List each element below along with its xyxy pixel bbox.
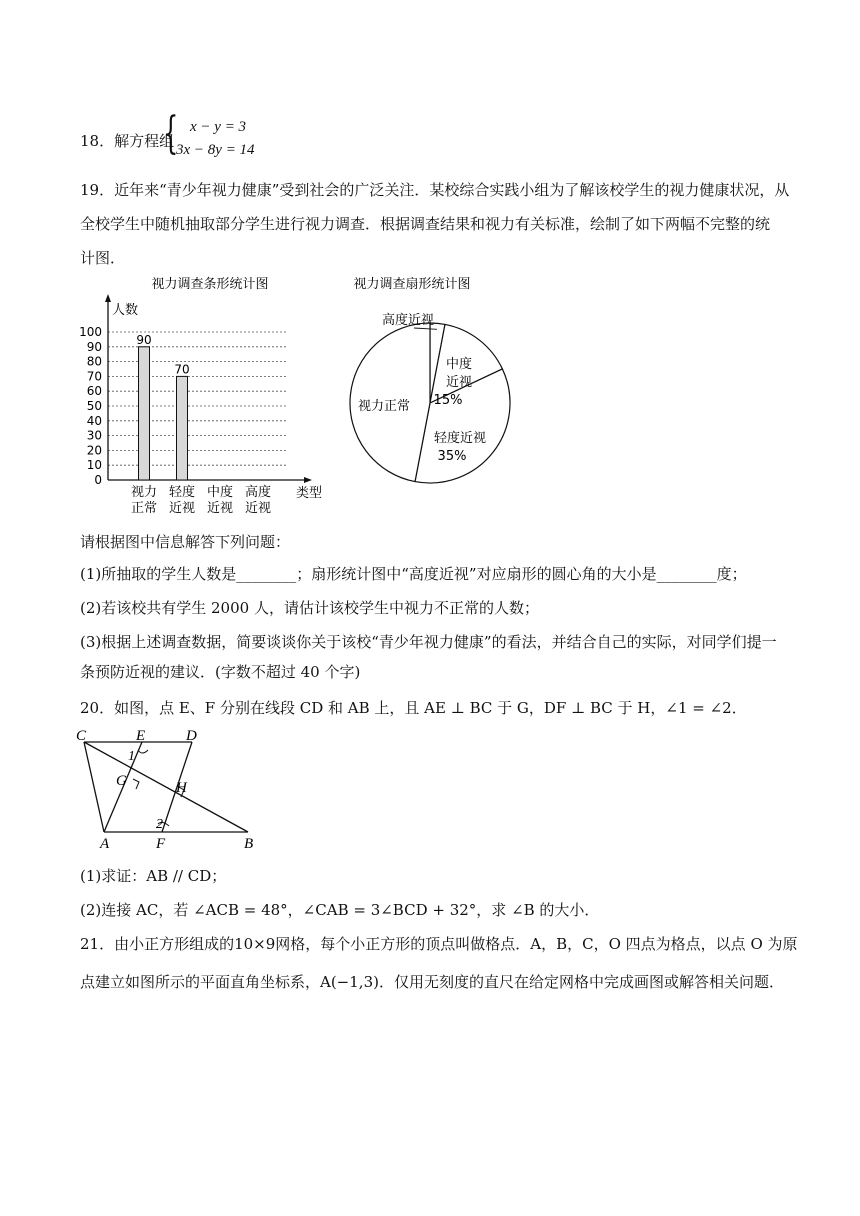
y-tick-0: 0 <box>94 473 102 487</box>
y-tick-70: 70 <box>86 369 102 384</box>
angle-1-arc <box>138 750 148 753</box>
segment-ca <box>84 742 104 832</box>
q18-label: 18．解方程组 <box>80 132 175 150</box>
q20-statement: 20．如图，点 E、F 分别在线段 CD 和 AB 上，且 AE ⊥ BC 于 G，DF ⊥ BC 于 H，∠1 = ∠2． <box>80 699 747 717</box>
pie-label-1-a: 中度 <box>445 357 473 372</box>
q19-line-2: 全校学生中随机抽取部分学生进行视力调查．根据调查结果和视力有关标准，绘制了如下两幅不完整的统 <box>80 215 771 233</box>
pie-chart <box>340 270 520 500</box>
geometry-figure <box>76 728 266 854</box>
category-label-2-a: 中度 <box>206 485 234 500</box>
q19-part-2: (2)若该校共有学生 2000 人，请估计该校学生中视力不正常的人数； <box>80 599 539 617</box>
q20-part-2: (2)连接 AC，若 ∠ACB = 48°，∠CAB = 3∠BCD + 32°，求 ∠B 的大小． <box>80 901 600 919</box>
bar-chart <box>76 270 346 520</box>
category-label-1-b: 近视 <box>168 501 196 516</box>
y-tick-40: 40 <box>86 413 102 428</box>
angle-1-label: 1 <box>128 749 135 764</box>
right-angle-g <box>133 779 139 789</box>
pie-chart-title: 视力调查扇形统计图 <box>353 277 471 292</box>
pie-label-2-b: 35% <box>437 449 467 464</box>
y-tick-90: 90 <box>86 339 102 354</box>
bar-chart-title: 视力调查条形统计图 <box>151 277 269 292</box>
bar-1 <box>177 376 188 480</box>
q18-equation-1: x − y = 3 <box>190 119 247 135</box>
point-g-label: G <box>116 773 127 789</box>
point-d-label: D <box>186 728 197 744</box>
q20-part-1: (1)求证：AB // CD； <box>80 867 227 885</box>
category-label-3-a: 高度 <box>244 485 272 500</box>
point-a-label: A <box>100 836 110 852</box>
y-tick-30: 30 <box>86 428 102 443</box>
q19-line-3: 计图． <box>80 249 126 267</box>
x-axis-label: 类型 <box>296 486 323 501</box>
system-brace: { <box>163 108 179 159</box>
q19-line-1: 19．近年来“青少年视力健康”受到社会的广泛关注．某校综合实践小组为了解该校学生的视力健康状况，从 <box>80 181 790 199</box>
pie-label-1-b: 近视 <box>445 375 473 390</box>
point-b-label: B <box>244 836 254 852</box>
q19-part-1: (1)所抽取的学生人数是________；扇形统计图中“高度近视”对应扇形的圆心角的大小是________度； <box>80 565 747 583</box>
pie-label-0: 高度近视 <box>381 313 435 328</box>
category-label-2-b: 近视 <box>206 501 234 516</box>
q18-equation-2: 3x − 8y = 14 <box>176 142 255 158</box>
angle-2-label: 2 <box>156 817 163 832</box>
y-tick-20: 20 <box>86 443 102 458</box>
y-axis-label: 人数 <box>112 303 139 318</box>
category-label-1-a: 轻度 <box>168 485 196 500</box>
pie-label-1-c: 15% <box>433 393 463 408</box>
y-tick-80: 80 <box>86 354 102 369</box>
point-e-label: E <box>136 728 146 744</box>
q19-intro: 请根据图中信息解答下列问题： <box>80 533 291 551</box>
y-tick-50: 50 <box>86 399 102 413</box>
bar-value-label-1: 70 <box>174 362 190 377</box>
category-label-3-b: 近视 <box>244 501 272 516</box>
point-f-label: F <box>156 836 166 852</box>
point-c-label: C <box>76 728 87 744</box>
category-label-0-b: 正常 <box>130 501 158 516</box>
bar-0 <box>139 347 150 480</box>
y-tick-100: 100 <box>79 325 102 339</box>
point-h-label: H <box>176 780 187 796</box>
bar-value-label-0: 90 <box>136 332 152 347</box>
y-tick-10: 10 <box>86 458 102 473</box>
pie-label-3: 视力正常 <box>357 399 411 414</box>
y-axis-arrow <box>105 294 111 302</box>
category-label-0-a: 视力 <box>130 485 158 500</box>
q21-line-2: 点建立如图所示的平面直角坐标系，A(−1,3)．仅用无刻度的直尺在给定网格中完成画图或解答相关问题． <box>80 973 784 991</box>
y-tick-60: 60 <box>86 384 102 399</box>
q19-part-3b: 条预防近视的建议．(字数不超过 40 个字) <box>80 663 361 681</box>
pie-label-2-a: 轻度近视 <box>433 431 487 446</box>
q19-part-3a: (3)根据上述调查数据，简要谈谈你关于该校“青少年视力健康”的看法，并结合自己的实际，对同学们提一 <box>80 633 777 651</box>
q21-line-1: 21．由小正方形组成的10×9网格，每个小正方形的顶点叫做格点．A，B，C，O 四点为格点，以点 O 为原 <box>80 935 798 953</box>
x-axis-arrow <box>304 477 312 483</box>
